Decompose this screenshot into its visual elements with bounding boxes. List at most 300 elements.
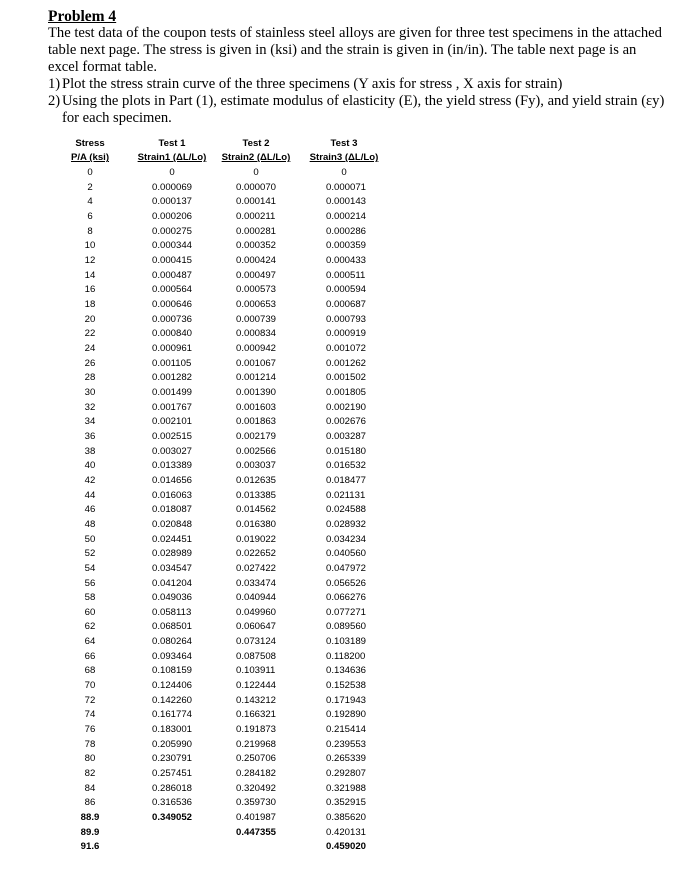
- strain-value: 0.003027: [152, 445, 193, 457]
- stress-cell: 62: [84, 621, 96, 633]
- strain-value: 0.000424: [236, 255, 277, 267]
- table-row: [50, 473, 390, 488]
- strain1-cell: [130, 605, 214, 620]
- stress-cell: 42: [84, 474, 96, 486]
- strain-value: 0.000497: [236, 269, 277, 281]
- strain1-cell: [130, 561, 214, 576]
- strain-value: 0.000919: [326, 328, 367, 340]
- strain-value: 0.142260: [152, 694, 193, 706]
- stress-cell: 91.6: [80, 841, 100, 853]
- stress-cell: 50: [84, 533, 96, 545]
- strain3-cell: [298, 458, 390, 473]
- table-row: [50, 312, 390, 327]
- strain-value: 0: [253, 167, 259, 179]
- strain2-cell: [214, 341, 298, 356]
- strain3-cell: [298, 532, 390, 547]
- strain-value: 0.001282: [152, 372, 193, 384]
- strain-value: 0: [169, 167, 175, 179]
- strain3-cell: [298, 341, 390, 356]
- strain3-cell: [298, 253, 390, 268]
- strain2-cell: [214, 693, 298, 708]
- table-row: [50, 283, 390, 298]
- stress-cell: 89.9: [80, 826, 100, 838]
- header-strain2: Strain2 (ΔL/Lo): [221, 152, 291, 164]
- strain1-cell: [130, 458, 214, 473]
- strain3-cell: [298, 590, 390, 605]
- strain-value: 0.192890: [326, 709, 367, 721]
- strain1-cell: [130, 473, 214, 488]
- table-row: [50, 708, 390, 723]
- strain3-cell: [298, 180, 390, 195]
- strain-value: 0.265339: [326, 753, 367, 765]
- strain1-cell: [130, 312, 214, 327]
- strain2-cell: [214, 590, 298, 605]
- strain3-cell: [298, 268, 390, 283]
- strain-value: 0.040944: [236, 592, 277, 604]
- strain3-cell: [298, 239, 390, 254]
- strain-value: 0.041204: [152, 577, 193, 589]
- stress-cell: 56: [84, 577, 96, 589]
- strain-value: 0.320492: [236, 782, 277, 794]
- header-row-2: [50, 151, 390, 166]
- table-row: [50, 561, 390, 576]
- strain2-cell: [214, 165, 298, 180]
- table-row: [50, 532, 390, 547]
- strain-value: 0.001502: [326, 372, 367, 384]
- strain1-cell: [130, 708, 214, 723]
- strain-value: 0.060647: [236, 621, 277, 633]
- strain3-cell: [298, 224, 390, 239]
- strain-value: 0.000433: [326, 255, 367, 267]
- strain-value: 0.000594: [326, 284, 367, 296]
- table-row: [50, 825, 390, 840]
- strain3-cell: [298, 429, 390, 444]
- header-test-1: Test 1: [158, 137, 186, 149]
- strain-value: 0.002515: [152, 430, 193, 442]
- strain-value: 0.108159: [152, 665, 193, 677]
- problem-statement: [48, 8, 668, 127]
- strain-value: 0.015180: [326, 445, 367, 457]
- strain2-cell: [214, 297, 298, 312]
- strain1-cell: [130, 634, 214, 649]
- strain-value: 0.016532: [326, 460, 367, 472]
- strain3-cell: [298, 283, 390, 298]
- strain-value: 0.001767: [152, 401, 193, 413]
- table-row: [50, 195, 390, 210]
- strain-value: 0.000352: [236, 240, 277, 252]
- strain1-cell: [130, 532, 214, 547]
- strain2-cell: [214, 195, 298, 210]
- strain-value: 0.000415: [152, 255, 193, 267]
- strain1-cell: [130, 444, 214, 459]
- strain-value: 0.034547: [152, 562, 193, 574]
- stress-cell: 76: [84, 724, 96, 736]
- stress-cell: 0: [87, 167, 93, 179]
- strain3-cell: [298, 840, 390, 855]
- strain2-cell: [214, 400, 298, 415]
- strain-value: 0.286018: [152, 782, 193, 794]
- strain3-cell: [298, 796, 390, 811]
- strain-value: 0.002190: [326, 401, 367, 413]
- strain-value: 0.012635: [236, 474, 277, 486]
- strain-value: 0.257451: [152, 768, 193, 780]
- strain2-cell: [214, 488, 298, 503]
- strain2-cell: [214, 620, 298, 635]
- table-row: [50, 327, 390, 342]
- problem-intro: The test data of the coupon tests of stainless steel alloys are given for three test specimens in the attached table next page. The stress is given in (ksi) and the strain is given in (in/in). The table next page is an excel format table.: [48, 25, 662, 75]
- strain-value: 0.000206: [152, 211, 193, 223]
- table-row: [50, 239, 390, 254]
- strain-value: 0.183001: [152, 724, 193, 736]
- table-row: [50, 429, 390, 444]
- table-row: [50, 444, 390, 459]
- strain3-cell: [298, 546, 390, 561]
- strain1-cell: [130, 165, 214, 180]
- strain3-cell: [298, 444, 390, 459]
- stress-cell: 26: [84, 357, 96, 369]
- table-row: [50, 796, 390, 811]
- strain-value: 0.077271: [326, 606, 367, 618]
- strain-value: 0.000275: [152, 225, 193, 237]
- strain-value: 0.352915: [326, 797, 367, 809]
- strain3-cell: [298, 297, 390, 312]
- strain1-cell: [130, 693, 214, 708]
- table-row: [50, 268, 390, 283]
- table-row: [50, 634, 390, 649]
- strain1-cell: [130, 253, 214, 268]
- strain-value: 0.250706: [236, 753, 277, 765]
- strain-value: 0.349052: [152, 812, 193, 824]
- stress-cell: 46: [84, 504, 96, 516]
- stress-cell: 80: [84, 753, 96, 765]
- strain-value: 0.087508: [236, 650, 277, 662]
- table-row: [50, 209, 390, 224]
- strain2-cell: [214, 253, 298, 268]
- strain-value: 0.014562: [236, 504, 277, 516]
- table-row: [50, 165, 390, 180]
- table-row: [50, 414, 390, 429]
- table-row: [50, 693, 390, 708]
- problem-item-2: 2) Using the plots in Part (1), estimate modulus of elasticity (E), the yield stress (Fy), and yield strain (εy) for each specimen.: [48, 93, 668, 127]
- strain-value: 0.056526: [326, 577, 367, 589]
- strain1-cell: [130, 224, 214, 239]
- strain3-cell: [298, 664, 390, 679]
- strain-value: 0.033474: [236, 577, 277, 589]
- stress-cell: 22: [84, 328, 96, 340]
- strain2-cell: [214, 371, 298, 386]
- strain3-cell: [298, 752, 390, 767]
- strain3-cell: [298, 576, 390, 591]
- table-row: [50, 180, 390, 195]
- strain-value: 0.058113: [152, 606, 192, 618]
- strain-value: 0.000736: [152, 313, 193, 325]
- table-row: [50, 253, 390, 268]
- strain2-cell: [214, 473, 298, 488]
- strain1-cell: [130, 722, 214, 737]
- strain3-cell: [298, 209, 390, 224]
- strain2-cell: [214, 312, 298, 327]
- table-row: [50, 224, 390, 239]
- strain-value: 0.016380: [236, 518, 277, 530]
- strain-value: 0.014656: [152, 474, 193, 486]
- strain2-cell: [214, 532, 298, 547]
- stress-cell: 34: [84, 416, 96, 428]
- strain-value: 0.103189: [326, 636, 367, 648]
- strain1-cell: [130, 488, 214, 503]
- strain3-cell: [298, 517, 390, 532]
- strain-value: 0.000286: [326, 225, 367, 237]
- strain-value: 0.073124: [236, 636, 277, 648]
- strain-value: 0.161774: [152, 709, 193, 721]
- problem-title: Problem 4: [48, 8, 117, 25]
- strain-value: 0.000961: [152, 343, 193, 355]
- strain3-cell: [298, 678, 390, 693]
- table-row: [50, 341, 390, 356]
- strain-value: 0.068501: [152, 621, 193, 633]
- strain-value: 0.000214: [326, 211, 367, 223]
- strain1-cell: [130, 502, 214, 517]
- stress-cell: 40: [84, 460, 96, 472]
- strain3-cell: [298, 620, 390, 635]
- strain-value: 0.000344: [152, 240, 193, 252]
- strain-value: 0.385620: [326, 812, 367, 824]
- strain-value: 0.000573: [236, 284, 277, 296]
- strain-value: 0.000739: [236, 313, 277, 325]
- strain3-cell: [298, 356, 390, 371]
- table-row: [50, 722, 390, 737]
- strain1-cell: [130, 371, 214, 386]
- strain3-cell: [298, 766, 390, 781]
- strain2-cell: [214, 766, 298, 781]
- strain-value: 0.359730: [236, 797, 277, 809]
- strain1-cell: [130, 341, 214, 356]
- stress-cell: 14: [84, 269, 96, 281]
- strain-value: 0.447355: [236, 826, 277, 838]
- strain3-cell: [298, 737, 390, 752]
- strain-value: 0.239553: [326, 738, 367, 750]
- stress-cell: 2: [87, 181, 93, 193]
- strain-value: 0.000071: [326, 181, 367, 193]
- strain-value: 0.066276: [326, 592, 367, 604]
- strain-value: 0.020848: [152, 518, 193, 530]
- strain1-cell: [130, 385, 214, 400]
- strain-value: 0.292807: [326, 768, 367, 780]
- stress-cell: 74: [84, 709, 96, 721]
- strain-value: 0.024451: [152, 533, 193, 545]
- strain-value: 0.316536: [152, 797, 193, 809]
- strain2-cell: [214, 576, 298, 591]
- strain1-cell: [130, 239, 214, 254]
- strain-value: 0.215414: [326, 724, 367, 736]
- strain-value: 0.003037: [236, 460, 277, 472]
- table-row: [50, 458, 390, 473]
- strain-value: 0.001105: [152, 357, 192, 369]
- stress-cell: 88.9: [80, 812, 100, 824]
- strain1-cell: [130, 620, 214, 635]
- strain2-cell: [214, 356, 298, 371]
- strain-value: 0.124406: [152, 680, 193, 692]
- strain-value: 0.001262: [326, 357, 367, 369]
- strain2-cell: [214, 458, 298, 473]
- strain1-cell: [130, 678, 214, 693]
- strain3-cell: [298, 708, 390, 723]
- strain-value: 0.049036: [152, 592, 193, 604]
- strain2-cell: [214, 414, 298, 429]
- strain3-cell: [298, 488, 390, 503]
- strain1-cell: [130, 209, 214, 224]
- strain-value: 0.000069: [152, 181, 193, 193]
- strain-value: 0.321988: [326, 782, 367, 794]
- strain3-cell: [298, 605, 390, 620]
- strain-value: 0.103911: [236, 665, 276, 677]
- strain3-cell: [298, 810, 390, 825]
- strain-value: 0.000211: [236, 211, 276, 223]
- strain1-cell: [130, 796, 214, 811]
- strain-value: 0.000511: [326, 269, 366, 281]
- strain-value: 0.000840: [152, 328, 193, 340]
- table-row: [50, 605, 390, 620]
- strain1-cell: [130, 752, 214, 767]
- strain2-cell: [214, 634, 298, 649]
- strain3-cell: [298, 400, 390, 415]
- strain-value: 0.002676: [326, 416, 367, 428]
- stress-cell: 28: [84, 372, 96, 384]
- stress-cell: 32: [84, 401, 96, 413]
- strain2-cell: [214, 664, 298, 679]
- stress-cell: 84: [84, 782, 96, 794]
- table-row: [50, 576, 390, 591]
- stress-cell: 82: [84, 768, 96, 780]
- strain2-cell: [214, 781, 298, 796]
- stress-cell: 72: [84, 694, 96, 706]
- strain-value: 0.003287: [326, 430, 367, 442]
- strain-value: 0.143212: [236, 694, 277, 706]
- strain-value: 0.230791: [152, 753, 193, 765]
- stress-cell: 86: [84, 797, 96, 809]
- strain1-cell: [130, 195, 214, 210]
- strain3-cell: [298, 649, 390, 664]
- strain1-cell: [130, 781, 214, 796]
- strain-value: 0.024588: [326, 504, 367, 516]
- stress-cell: 6: [87, 211, 93, 223]
- strain-value: 0.152538: [326, 680, 367, 692]
- strain-value: 0.459020: [326, 841, 367, 853]
- strain3-cell: [298, 781, 390, 796]
- strain-value: 0.002101: [152, 416, 193, 428]
- strain-value: 0.000143: [326, 196, 367, 208]
- strain1-cell: [130, 327, 214, 342]
- strain2-cell: [214, 180, 298, 195]
- strain-value: 0.000359: [326, 240, 367, 252]
- stress-cell: 4: [87, 196, 93, 208]
- strain-value: 0.001805: [326, 386, 367, 398]
- strain3-cell: [298, 312, 390, 327]
- table-row: [50, 488, 390, 503]
- strain-value: 0.001214: [236, 372, 277, 384]
- strain-value: 0.001603: [236, 401, 277, 413]
- table-row: [50, 840, 390, 855]
- strain-value: 0.028932: [326, 518, 367, 530]
- header-test-3: Test 3: [330, 137, 358, 149]
- strain3-cell: [298, 165, 390, 180]
- strain-value: 0.001863: [236, 416, 277, 428]
- strain-value: 0.000141: [236, 196, 277, 208]
- table-row: [50, 371, 390, 386]
- stress-cell: 54: [84, 562, 96, 574]
- strain2-cell: [214, 268, 298, 283]
- header-test-2: Test 2: [242, 137, 270, 149]
- strain2-cell: [214, 444, 298, 459]
- table-row: [50, 620, 390, 635]
- header-row-1: [50, 136, 390, 151]
- strain1-cell: [130, 283, 214, 298]
- strain-value: 0.000793: [326, 313, 367, 325]
- strain-value: 0.000281: [236, 225, 277, 237]
- strain-value: 0.022652: [236, 548, 277, 560]
- table-row: [50, 752, 390, 767]
- strain-value: 0.047972: [326, 562, 367, 574]
- problem-item-text: Plot the stress strain curve of the three specimens (Y axis for stress , X axis for strain): [62, 76, 563, 92]
- strain-value: 0.049960: [236, 606, 277, 618]
- strain1-cell: [130, 649, 214, 664]
- strain-value: 0.018477: [326, 474, 367, 486]
- strain2-cell: [214, 517, 298, 532]
- strain1-cell: [130, 356, 214, 371]
- strain-value: 0.205990: [152, 738, 193, 750]
- table-row: [50, 297, 390, 312]
- strain2-cell: [214, 561, 298, 576]
- strain-value: 0.028989: [152, 548, 193, 560]
- strain1-cell: [130, 737, 214, 752]
- table-row: [50, 590, 390, 605]
- strain-value: 0.013385: [236, 489, 277, 501]
- strain-value: 0.134636: [326, 665, 367, 677]
- strain2-cell: [214, 708, 298, 723]
- strain-value: 0.034234: [326, 533, 367, 545]
- stress-cell: 38: [84, 445, 96, 457]
- strain2-cell: [214, 796, 298, 811]
- strain-value: 0.018087: [152, 504, 193, 516]
- table-row: [50, 649, 390, 664]
- table-row: [50, 766, 390, 781]
- header-strain3: Strain3 (ΔL/Lo): [309, 152, 379, 164]
- strain-value: 0.000834: [236, 328, 277, 340]
- strain2-cell: [214, 605, 298, 620]
- strain2-cell: [214, 737, 298, 752]
- stress-cell: 36: [84, 430, 96, 442]
- strain-value: 0.001072: [326, 343, 367, 355]
- strain1-cell: [130, 825, 214, 840]
- strain-value: 0.080264: [152, 636, 193, 648]
- strain3-cell: [298, 371, 390, 386]
- problem-item-1: 1) Plot the stress strain curve of the three specimens (Y axis for stress , X axis for strain): [48, 76, 563, 92]
- strain2-cell: [214, 722, 298, 737]
- strain-value: 0.284182: [236, 768, 277, 780]
- stress-cell: 16: [84, 284, 96, 296]
- table-row: [50, 678, 390, 693]
- strain-value: 0.191873: [236, 724, 277, 736]
- strain-value: 0.000564: [152, 284, 193, 296]
- strain2-cell: [214, 678, 298, 693]
- strain3-cell: [298, 693, 390, 708]
- table-row: [50, 385, 390, 400]
- stress-cell: 68: [84, 665, 96, 677]
- stress-cell: 18: [84, 299, 96, 311]
- strain1-cell: [130, 576, 214, 591]
- strain-value: 0.000137: [152, 196, 193, 208]
- strain2-cell: [214, 224, 298, 239]
- strain-value: 0.000653: [236, 299, 277, 311]
